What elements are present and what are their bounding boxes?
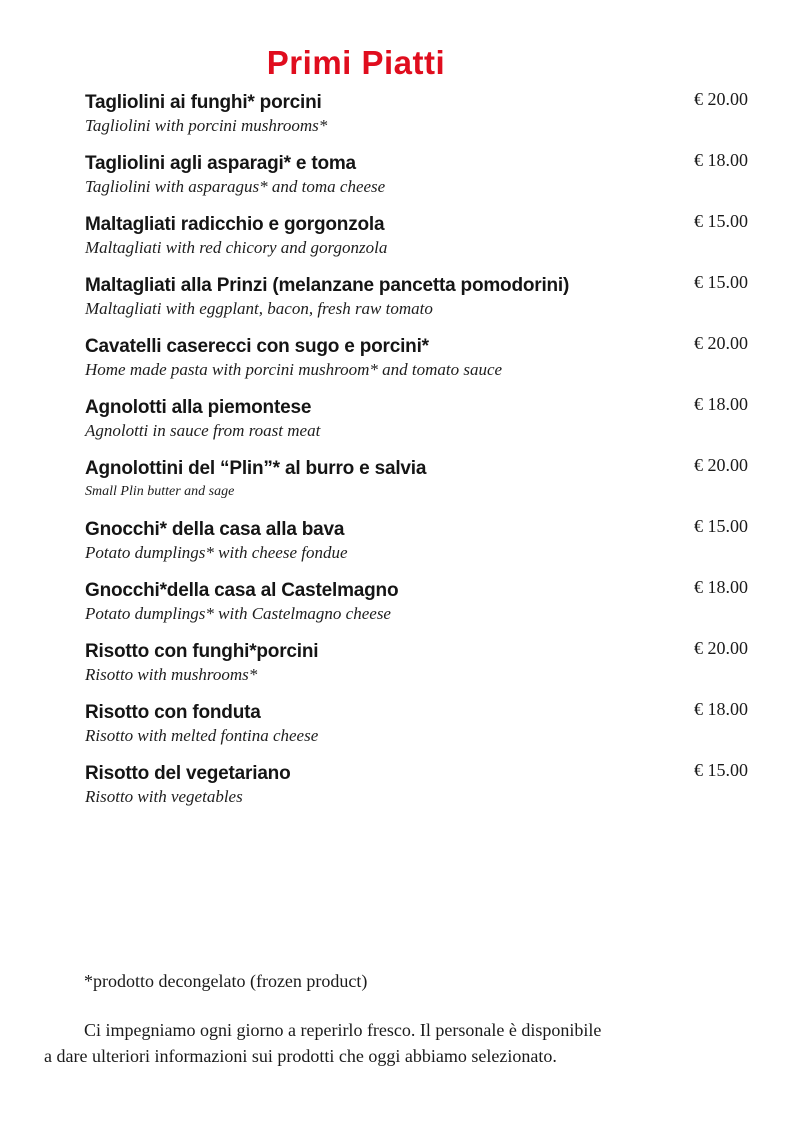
item-price: € 20.00 (694, 455, 748, 475)
frozen-product-footnote: *prodotto decongelato (frozen product) (84, 971, 368, 991)
item-name: Cavatelli caserecci con sugo e porcini* (85, 336, 429, 357)
menu-item (85, 335, 748, 396)
menu-item (85, 701, 748, 762)
item-description: Agnolotti in sauce from roast meat (85, 421, 321, 440)
item-description: Risotto with mushrooms* (85, 665, 258, 684)
menu-item (85, 518, 748, 579)
menu-item (85, 457, 748, 518)
item-description: Risotto with vegetables (85, 787, 243, 806)
item-description: Tagliolini with asparagus* and toma cheese (85, 177, 386, 196)
item-name: Risotto con funghi*porcini (85, 641, 319, 662)
item-price: € 20.00 (694, 89, 748, 109)
item-price: € 18.00 (694, 577, 748, 597)
info-paragraph-line-2: a dare ulteriori informazioni sui prodotti che oggi abbiamo selezionato. (44, 1046, 557, 1066)
item-price: € 15.00 (694, 516, 748, 536)
menu-item (85, 396, 748, 457)
menu-item (85, 274, 748, 335)
item-description: Tagliolini with porcini mushrooms* (85, 116, 328, 135)
item-name: Gnocchi* della casa alla bava (85, 519, 345, 540)
item-name: Risotto con fonduta (85, 702, 261, 723)
item-price: € 18.00 (694, 699, 748, 719)
item-name: Risotto del vegetariano (85, 763, 291, 784)
menu-item (85, 213, 748, 274)
item-name: Agnolottini del “Plin”* al burro e salvia (85, 458, 427, 479)
item-name: Tagliolini agli asparagi* e toma (85, 153, 356, 174)
item-description: Home made pasta with porcini mushroom* and tomato sauce (85, 360, 503, 379)
item-price: € 15.00 (694, 272, 748, 292)
menu-item (85, 152, 748, 213)
item-name: Gnocchi*della casa al Castelmagno (85, 580, 399, 601)
item-description: Maltagliati with red chicory and gorgonzola (85, 238, 388, 257)
menu-item (85, 579, 748, 640)
item-name: Agnolotti alla piemontese (85, 397, 312, 418)
menu-item (85, 762, 748, 823)
menu-items (85, 91, 748, 823)
page-title: Primi Piatti (266, 44, 446, 81)
item-description: Potato dumplings* with Castelmagno cheese (85, 604, 391, 623)
item-price: € 18.00 (694, 150, 748, 170)
item-name: Maltagliati radicchio e gorgonzola (85, 214, 385, 235)
item-description: Risotto with melted fontina cheese (85, 726, 319, 745)
item-name: Maltagliati alla Prinzi (melanzane pancetta pomodorini) (85, 275, 570, 296)
item-description: Potato dumplings* with cheese fondue (85, 543, 348, 562)
item-price: € 20.00 (694, 638, 748, 658)
menu-item (85, 640, 748, 701)
item-price: € 20.00 (694, 333, 748, 353)
item-price: € 15.00 (694, 211, 748, 231)
item-description: Maltagliati with eggplant, bacon, fresh raw tomato (85, 299, 433, 318)
item-name: Tagliolini ai funghi* porcini (85, 92, 322, 113)
info-paragraph-line-1: Ci impegniamo ogni giorno a reperirlo fresco. Il personale è disponibile (84, 1020, 602, 1040)
item-price: € 18.00 (694, 394, 748, 414)
item-price: € 15.00 (694, 760, 748, 780)
menu-item (85, 91, 748, 152)
item-description: Small Plin butter and sage (85, 484, 235, 499)
